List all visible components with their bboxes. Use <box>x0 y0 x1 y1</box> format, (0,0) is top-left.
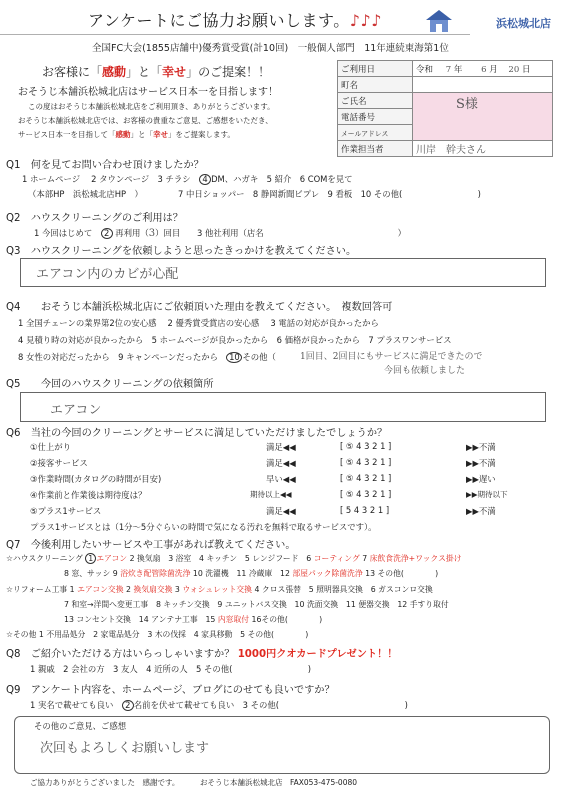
q7-rf-toilet: ウォシュレット交換 <box>182 585 252 594</box>
q3-title: Q3 ハウスクリーニングを依頼しようと思ったきっかけを教えてください。 <box>6 246 357 257</box>
q6-row-5-scale[interactable]: [ 5 4 3 2 1 ] <box>340 505 390 515</box>
staff-value[interactable] <box>413 141 553 157</box>
q6-row-1-right: ▶▶不満 <box>466 442 496 452</box>
q7-title: Q7 今後利用したいサービスや工事があれば教えてください。 <box>6 540 296 551</box>
q6-row-2-label: ②接客サービス <box>30 458 88 468</box>
q1-opts-a: 1 ホームページ 2 タウンページ 3 チラシ <box>22 174 200 184</box>
q7-hc1-circled[interactable]: 1 <box>85 553 96 564</box>
q6-row-3-scale[interactable]: [ ⑤ 4 3 2 1 ] <box>340 473 392 483</box>
date-value[interactable] <box>413 61 553 77</box>
comments-answer: 次回もよろしくお願いします <box>40 741 210 756</box>
house-logo-icon <box>424 8 454 34</box>
q7-hc-floor: 床飲食洗浄+ワックス掛け <box>369 554 462 563</box>
q7-hc-room: 部屋パック除菌洗浄 <box>292 569 363 578</box>
q7-rf-1: 1 <box>69 585 75 594</box>
intro-pre: サービス日本一を目指して「 <box>18 130 116 139</box>
q4-answer-1: 1回目、2回目にもサービスに満足できたので <box>300 352 483 362</box>
q1-opt4-circled[interactable]: 4 <box>199 174 211 185</box>
q9-title: Q9 アンケート内容を、ホームページ、ブログにのせても良いですか？ <box>6 685 335 696</box>
q7-reform-2: 7 和室→洋間へ変更工事 8 キッチン交換 9 ユニットバス交換 10 洗面交換 11 便器交換 12 手すり取付 <box>64 600 449 609</box>
q7-hc-label: ☆ハウスクリーニング <box>6 554 83 563</box>
q7-reform-3 <box>64 614 322 625</box>
q1-title: Q1 何を見てお問い合わせ頂けましたか？ <box>6 160 204 171</box>
q7-rf-label: ☆リフォーム工事 <box>6 585 68 594</box>
intro-line-2 <box>18 129 235 140</box>
award-line: 全国FC大会(1855店舗中)優秀賞受賞(計10回) 一般個人部門 11年連続東海第1位 <box>92 43 449 54</box>
date-year: 7 <box>445 64 452 75</box>
q3-answer: エアコン内のカビが心配 <box>36 267 179 282</box>
q2-first: 1 今回はじめて <box>34 228 101 238</box>
q2-opt2-circled[interactable]: 2 <box>101 228 113 239</box>
q7-hc-coating: コーティング <box>313 554 360 563</box>
q6-row-2-left: 満足◀◀ <box>266 458 296 468</box>
q7-rf-opts-3a: 13 コンセント交換 14 アンテナ工事 15 <box>64 615 216 624</box>
q2-other: ）回目 3 他社利用（店名 ） <box>155 228 407 238</box>
slogan-kando: 感動 <box>102 65 127 79</box>
q8-promo: 1000円クオカードプレゼント！！ <box>237 649 398 660</box>
q2-count-handwriting: 3 <box>148 228 156 239</box>
title-text: アンケートにご協力お願いします。 <box>88 11 350 30</box>
staff-row <box>338 141 553 157</box>
q6-row-2-right: ▶▶不満 <box>466 458 496 468</box>
town-row <box>338 77 553 93</box>
q7-hc-7: 7 <box>362 554 368 563</box>
q6-row-5-label: ⑤プラス1サービス <box>30 506 102 516</box>
q9-opt2-circled[interactable]: 2 <box>122 700 134 711</box>
q2-options <box>34 227 406 239</box>
q7-hc-opts-2a: 8 窓、サッシ 9 <box>64 569 118 578</box>
intro-post: 」をご提案します。 <box>168 130 235 139</box>
q6-row-3-label: ③作業時間(カタログの時間が目安) <box>30 474 162 484</box>
name-handwriting: S様 <box>456 97 478 112</box>
q2-reuse: 再利用（ <box>115 228 149 238</box>
q6-row-4-right: ▶▶期待以下 <box>466 490 508 499</box>
q5-title: Q5 今回のハウスクリーニングの依頼箇所 <box>6 379 214 390</box>
aim-line: おそうじ本舗浜松城北店はサービス日本一を目指します！ <box>18 87 278 98</box>
q7-other <box>6 629 308 640</box>
q7-rf-3: 3 <box>174 585 180 594</box>
q2-title: Q2 ハウスクリーニングのご利用は？ <box>6 213 183 224</box>
date-year-unit: 年 <box>453 64 463 75</box>
q7-hc-pipe: 浴炊き配管除菌洗浄 <box>120 569 191 578</box>
q6-note: プラス1サービスとは（1分～5分ぐらいの時間で気になる汚れを無料で取るサービスです）。 <box>30 522 377 532</box>
q6-title: Q6 当社の今回のクリーニングとサービスに満足していただけましたでしょうか？ <box>6 428 388 439</box>
q7-housecleaning-2 <box>64 568 438 579</box>
q4-other-label: その他（ <box>242 352 276 362</box>
q9-opt2: 名前を伏せて載せても良い 3 その他( ) <box>133 700 408 710</box>
date-era: 令和 <box>416 64 434 75</box>
thanks-line: この度はおそうじ本舗浜松城北店をご利用頂き、ありがとうございます。 <box>28 102 275 111</box>
comments-title: その他のご意見、ご感想 <box>34 721 127 731</box>
q6-row-2-scale[interactable]: [ ⑤ 4 3 2 1 ] <box>340 457 392 467</box>
q7-hc-opts-2b: 10 洗濯機 11 冷蔵庫 12 <box>192 569 290 578</box>
survey-title <box>88 8 382 31</box>
q5-answer: エアコン <box>50 403 102 418</box>
q4-options-3 <box>18 351 276 363</box>
town-label: 町名 <box>338 77 413 93</box>
q1-options-2: （本部HP 浜松城北店HP ） <box>28 189 143 199</box>
date-label: ご利用日 <box>338 61 413 77</box>
q4-opt10-circled[interactable]: 10 <box>226 352 242 363</box>
q4-options-2: 4 見積り時の対応が良かったから 5 ホームページが良かったから 6 価格が良かったから 7 プラスワンサービス <box>18 335 452 345</box>
slogan-shiawase: 幸せ <box>162 65 187 79</box>
q7-housecleaning-1 <box>6 553 462 564</box>
slogan-pre: お客様に「 <box>42 65 103 79</box>
q7-rf-opts-3b: 16その他( ) <box>251 615 323 624</box>
q6-row-4-label: ④作業前と作業後は期待度は？ <box>30 490 147 500</box>
q4-opts-c: 8 女性の対応だったから 9 キャンペーンだったから <box>18 352 227 362</box>
q6-row-4-scale[interactable]: [ ⑤ 4 3 2 1 ] <box>340 489 392 499</box>
slogan-mid: 」と「 <box>126 65 163 79</box>
name-row <box>338 93 553 109</box>
q6-row-1-scale[interactable]: [ ⑤ 4 3 2 1 ] <box>340 441 392 451</box>
q4-title: Q4 おそうじ本舗浜松城北店にご依頼頂いた理由を教えてください。 複数回答可 <box>6 302 393 313</box>
footer-thanks: ご協力ありがとうございました 感謝です。 <box>30 778 180 787</box>
q6-row-5-left: 満足◀◀ <box>266 506 296 516</box>
music-notes: ♪♪♪ <box>349 11 382 30</box>
town-value[interactable] <box>413 77 553 93</box>
q8-title-text: Q8 ご紹介いただける方はいらっしゃいますか？ <box>6 649 235 660</box>
mail-label: メールアドレス <box>338 125 413 141</box>
intro-shiawase: 幸せ <box>153 130 168 139</box>
date-day: 20 <box>508 64 520 75</box>
q7-ot-label: ☆その他 <box>6 630 37 639</box>
q6-row-1-left: 満足◀◀ <box>266 442 296 452</box>
q1-opts-b: DM、ハガキ 5 紹介 6 COMを見て <box>211 174 353 184</box>
name-value[interactable] <box>413 93 553 141</box>
q4-answer-2: 今回も依頼しました <box>384 366 466 376</box>
intro-kando: 感動 <box>115 130 131 139</box>
slogan-post: 」のご提案！！ <box>186 65 271 79</box>
footer-shop: おそうじ本舗浜松城北店 FAX053-475-0080 <box>200 778 358 787</box>
staff-handwriting: 川岸 幹夫さん <box>416 145 486 156</box>
q7-rf-fan: 換気扇交換 <box>133 585 173 594</box>
q7-rf-opts: 4 クロス張替 5 照明器具交換 6 ガスコンロ交換 <box>254 585 433 594</box>
shop-name: 浜松城北店 <box>496 17 551 30</box>
q9-options <box>30 699 408 711</box>
date-row <box>338 61 553 77</box>
customer-info-table <box>337 60 553 157</box>
q6-row-3-right: ▶▶遅い <box>466 474 496 484</box>
q8-title <box>6 645 397 660</box>
date-day-unit: 日 <box>521 64 531 75</box>
name-label: ご氏名 <box>338 93 413 109</box>
q7-hc-opts-2c: 13 その他( ) <box>365 569 439 578</box>
q7-rf-window: 内窓取付 <box>217 615 250 624</box>
q1-options-3: 7 中日ショッパー 8 静岡新聞ビプレ 9 看板 10 その他( ) <box>178 189 481 199</box>
q7-rf-2: 2 <box>126 585 131 594</box>
intro-mid: 」と「 <box>130 130 153 139</box>
slogan <box>42 63 270 80</box>
q6-row-5-right: ▶▶不満 <box>466 506 496 516</box>
q1-options-1 <box>22 173 353 185</box>
q7-hc-opts: 2 換気扇 3 浴室 4 キッチン 5 レンジフード 6 <box>129 554 312 563</box>
date-month-unit: 月 <box>489 64 498 75</box>
q6-row-3-left: 早い◀◀ <box>266 474 296 484</box>
staff-label: 作業担当者 <box>338 141 413 157</box>
q8-options: 1 親戚 2 会社の方 3 友人 4 近所の人 5 その他( ) <box>30 664 311 674</box>
phone-label: 電話番号 <box>338 109 413 125</box>
intro-line: おそうじ本舗浜松城北店では、お客様の貴重なご意見、ご感想をいただき、 <box>18 116 273 125</box>
title-underline <box>0 34 470 35</box>
q9-opt1: 1 実名で載せても良い <box>30 700 122 710</box>
q6-row-1-label: ①仕上がり <box>30 442 72 452</box>
q6-row-4-left: 期待以上◀◀ <box>250 490 292 499</box>
date-month: 6 <box>481 64 487 75</box>
q4-options-1: 1 全国チェーンの業界第2位の安心感 2 優秀賞受賞店の安心感 3 電話の対応が良かったから <box>18 318 379 328</box>
q7-rf-aircon: エアコン交換 <box>77 585 124 594</box>
q7-hc-aircon: エアコン <box>96 554 128 563</box>
q7-reform-1 <box>6 584 433 595</box>
q7-ot-opts: 1 不用品処分 2 家電品処分 3 木の伐採 4 家具移動 5 その他( ) <box>38 630 309 639</box>
